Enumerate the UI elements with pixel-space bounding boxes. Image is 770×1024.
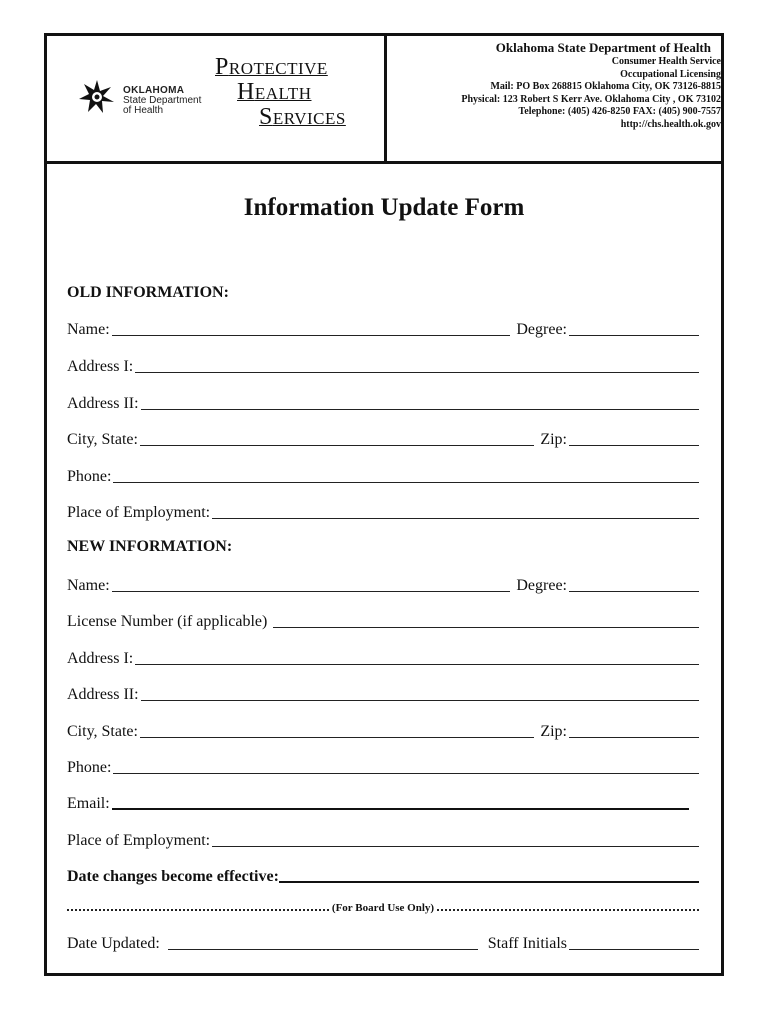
date-updated-field[interactable] xyxy=(168,948,478,950)
old-name-label: Name: xyxy=(67,321,110,338)
new-degree-field[interactable] xyxy=(569,590,699,592)
old-phone-label: Phone: xyxy=(67,468,112,485)
new-info-heading: NEW INFORMATION: xyxy=(67,538,233,555)
logo-line-2: State Department xyxy=(123,95,202,106)
new-license-field[interactable] xyxy=(273,626,699,628)
effective-date-row xyxy=(67,864,699,886)
new-address2-label: Address II: xyxy=(67,686,139,703)
board-dots-left xyxy=(67,908,329,911)
old-employment-label: Place of Employment: xyxy=(67,504,211,521)
old-degree-field[interactable] xyxy=(569,334,699,336)
old-phone-field[interactable] xyxy=(113,481,699,483)
new-email-row xyxy=(67,791,699,813)
old-address1-label: Address I: xyxy=(67,358,134,375)
old-employment-field[interactable] xyxy=(212,517,699,519)
new-email-field[interactable] xyxy=(112,807,689,810)
new-name-label: Name: xyxy=(67,577,110,594)
new-zip-label: Zip: xyxy=(540,723,567,740)
new-employment-label: Place of Employment: xyxy=(67,832,211,849)
old-address2-row xyxy=(67,391,699,413)
osdh-logo-text xyxy=(123,86,201,116)
contact-line-4: Physical: 123 Robert S Kerr Ave. Oklahoma City , OK 73102 xyxy=(461,93,721,105)
contact-org: Oklahoma State Department of Health xyxy=(495,40,711,55)
contact-line-5: Telephone: (405) 426-8250 FAX: (405) 900-7557 xyxy=(518,106,721,117)
new-city-label: City, State: xyxy=(67,723,138,740)
new-phone-label: Phone: xyxy=(67,759,112,776)
new-name-field[interactable] xyxy=(112,590,511,592)
phs-line-3: SERVICES xyxy=(259,104,346,130)
new-address2-field[interactable] xyxy=(141,699,699,701)
new-degree-label: Degree: xyxy=(516,577,567,594)
letterhead xyxy=(47,36,721,164)
old-address1-field[interactable] xyxy=(135,371,699,373)
new-phone-row xyxy=(67,755,699,777)
new-city-row xyxy=(67,719,699,741)
phs-line-1: PROTECTIVE xyxy=(215,54,328,80)
old-city-row xyxy=(67,427,699,449)
new-phone-field[interactable] xyxy=(113,772,699,774)
board-use-note: (For Board Use Only) xyxy=(331,902,435,914)
board-dots-right xyxy=(437,908,699,911)
new-zip-field[interactable] xyxy=(569,736,699,738)
letterhead-right xyxy=(387,36,721,161)
old-address1-row xyxy=(67,354,699,376)
osdh-star-logo-icon xyxy=(77,78,117,116)
contact-line-3: Mail: PO Box 268815 Oklahoma City, OK 73126-8815 xyxy=(490,81,721,92)
old-zip-label: Zip: xyxy=(540,431,567,448)
old-zip-field[interactable] xyxy=(569,444,699,446)
new-city-field[interactable] xyxy=(140,736,534,738)
new-address1-field[interactable] xyxy=(135,663,699,665)
old-city-label: City, State: xyxy=(67,431,138,448)
old-address2-field[interactable] xyxy=(141,408,699,410)
old-name-field[interactable] xyxy=(112,334,511,336)
old-address2-label: Address II: xyxy=(67,395,139,412)
new-license-label: License Number (if applicable) xyxy=(67,613,268,630)
letterhead-left xyxy=(47,36,387,161)
date-updated-label: Date Updated: xyxy=(67,935,160,952)
new-address2-row xyxy=(67,682,699,704)
new-address1-label: Address I: xyxy=(67,650,134,667)
old-city-field[interactable] xyxy=(140,444,534,446)
phs-line-2: HEALTH xyxy=(237,79,312,105)
old-info-heading: OLD INFORMATION: xyxy=(67,284,229,301)
logo-line-1: OKLAHOMA xyxy=(123,85,185,96)
board-use-divider xyxy=(67,902,699,914)
logo-line-3: of Health xyxy=(123,105,164,116)
new-name-row xyxy=(67,573,699,595)
old-phone-row xyxy=(67,464,699,486)
effective-date-field[interactable] xyxy=(279,880,699,883)
new-employment-row xyxy=(67,828,699,850)
new-address1-row xyxy=(67,646,699,668)
new-email-label: Email: xyxy=(67,795,110,812)
old-employment-row xyxy=(67,500,699,522)
staff-initials-field[interactable] xyxy=(569,948,699,950)
contact-line-2: Occupational Licensing xyxy=(620,68,721,80)
staff-initials-label: Staff Initials xyxy=(487,935,567,952)
contact-line-1: Consumer Health Service xyxy=(611,56,721,67)
old-name-row xyxy=(67,317,699,339)
contact-website[interactable]: http://chs.health.ok.gov xyxy=(620,118,721,130)
effective-date-label: Date changes become effective: xyxy=(67,868,279,885)
form-frame xyxy=(44,33,724,976)
form-title: Information Update Form xyxy=(243,194,525,221)
contact-block xyxy=(387,40,721,131)
board-row xyxy=(67,931,699,953)
new-license-row xyxy=(67,609,699,631)
new-employment-field[interactable] xyxy=(212,845,699,847)
old-degree-label: Degree: xyxy=(516,321,567,338)
